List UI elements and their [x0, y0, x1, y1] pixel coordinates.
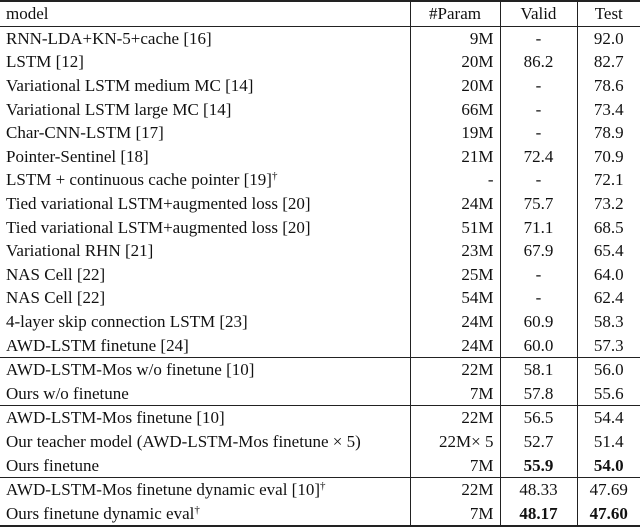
cell-param: 21M: [410, 145, 500, 169]
cell-valid: -: [500, 286, 577, 310]
model-name: RNN-LDA+KN-5+cache [16]: [6, 28, 212, 48]
model-name: Variational LSTM large MC [14]: [6, 99, 232, 119]
cell-valid: 48.17: [500, 501, 577, 526]
header-model: model: [0, 1, 410, 26]
cell-param: 7M: [410, 501, 500, 526]
cell-valid: -: [500, 97, 577, 121]
table-row: [0, 145, 640, 169]
cell-model: [0, 310, 410, 334]
cell-model: [0, 477, 410, 501]
cell-test: 68.5: [577, 215, 640, 239]
table-row: [0, 97, 640, 121]
cell-param: 7M: [410, 453, 500, 477]
cell-test: 73.4: [577, 97, 640, 121]
table-row: [0, 263, 640, 287]
cell-test: 58.3: [577, 310, 640, 334]
cell-test: 92.0: [577, 26, 640, 50]
cell-valid: 55.9: [500, 453, 577, 477]
table-row: [0, 406, 640, 430]
model-name: AWD-LSTM-Mos w/o finetune [10]: [6, 360, 255, 380]
cell-model: [0, 121, 410, 145]
cell-test: 65.4: [577, 239, 640, 263]
cell-test: 47.60: [577, 501, 640, 526]
cell-param: 23M: [410, 239, 500, 263]
cell-valid: 60.9: [500, 310, 577, 334]
cell-valid: 52.7: [500, 430, 577, 454]
cell-test: 47.69: [577, 477, 640, 501]
cell-model: [0, 215, 410, 239]
model-name: NAS Cell [22]: [6, 264, 106, 284]
cell-test: 72.1: [577, 168, 640, 192]
cell-test: 78.9: [577, 121, 640, 145]
cell-valid: 86.2: [500, 50, 577, 74]
cell-model: [0, 97, 410, 121]
cell-model: [0, 286, 410, 310]
cell-param: 7M: [410, 382, 500, 406]
header-row: [0, 1, 640, 26]
model-name: AWD-LSTM-Mos finetune [10]: [6, 408, 225, 428]
cell-param: 19M: [410, 121, 500, 145]
cell-param: 54M: [410, 286, 500, 310]
cell-model: [0, 263, 410, 287]
table-row: [0, 453, 640, 477]
cell-param: 24M: [410, 192, 500, 216]
cell-model: [0, 168, 410, 192]
table-row: [0, 357, 640, 381]
table-row: [0, 50, 640, 74]
cell-valid: 56.5: [500, 406, 577, 430]
table-body: [0, 26, 640, 526]
cell-model: [0, 50, 410, 74]
model-name: Ours finetune: [6, 455, 100, 475]
cell-param: 24M: [410, 333, 500, 357]
cell-model: [0, 239, 410, 263]
cell-test: 78.6: [577, 74, 640, 98]
cell-param: 24M: [410, 310, 500, 334]
cell-valid: -: [500, 168, 577, 192]
cell-param: 66M: [410, 97, 500, 121]
cell-valid: 75.7: [500, 192, 577, 216]
cell-param: 22M: [410, 477, 500, 501]
model-name: Variational RHN [21]: [6, 241, 154, 261]
model-name: Ours w/o finetune: [6, 383, 129, 403]
cell-test: 54.0: [577, 453, 640, 477]
cell-param: 22M× 5: [410, 430, 500, 454]
cell-model: [0, 74, 410, 98]
table-row: [0, 192, 640, 216]
cell-valid: 58.1: [500, 357, 577, 381]
cell-valid: -: [500, 121, 577, 145]
table-row: [0, 121, 640, 145]
table-row: [0, 430, 640, 454]
table-row: [0, 382, 640, 406]
model-name: Variational LSTM medium MC [14]: [6, 76, 254, 96]
cell-param: 22M: [410, 357, 500, 381]
cell-param: 25M: [410, 263, 500, 287]
table-row: [0, 477, 640, 501]
cell-valid: 71.1: [500, 215, 577, 239]
table-row: [0, 74, 640, 98]
model-name: LSTM + continuous cache pointer [19]: [6, 170, 272, 190]
cell-model: [0, 406, 410, 430]
cell-valid: -: [500, 263, 577, 287]
cell-valid: -: [500, 26, 577, 50]
model-name: NAS Cell [22]: [6, 288, 106, 308]
cell-model: [0, 430, 410, 454]
cell-param: 22M: [410, 406, 500, 430]
cell-test: 51.4: [577, 430, 640, 454]
dagger-mark: †: [194, 503, 200, 516]
table-row: [0, 310, 640, 334]
dagger-mark: †: [320, 480, 326, 493]
cell-valid: -: [500, 74, 577, 98]
cell-model: [0, 192, 410, 216]
model-name: Tied variational LSTM+augmented loss [20]: [6, 217, 311, 237]
table-row: [0, 501, 640, 526]
table-row: [0, 26, 640, 50]
cell-model: [0, 26, 410, 50]
cell-valid: 72.4: [500, 145, 577, 169]
model-name: Ours finetune dynamic eval: [6, 503, 195, 523]
cell-model: [0, 382, 410, 406]
model-name: AWD-LSTM-Mos finetune dynamic eval [10]: [6, 480, 321, 500]
table-row: [0, 286, 640, 310]
table-row: [0, 239, 640, 263]
table-row: [0, 215, 640, 239]
cell-param: 9M: [410, 26, 500, 50]
table-row: [0, 168, 640, 192]
cell-valid: 48.33: [500, 477, 577, 501]
cell-test: 56.0: [577, 357, 640, 381]
cell-test: 73.2: [577, 192, 640, 216]
model-name: 4-layer skip connection LSTM [23]: [6, 312, 248, 332]
header-valid: Valid: [500, 1, 577, 26]
cell-valid: 67.9: [500, 239, 577, 263]
cell-param: 51M: [410, 215, 500, 239]
cell-test: 54.4: [577, 406, 640, 430]
dagger-mark: †: [271, 170, 278, 183]
cell-test: 64.0: [577, 263, 640, 287]
header-param: #Param: [410, 1, 500, 26]
table-row: [0, 333, 640, 357]
cell-test: 62.4: [577, 286, 640, 310]
header-test: Test: [577, 1, 640, 26]
model-name: Tied variational LSTM+augmented loss [20]: [6, 194, 311, 214]
cell-model: [0, 357, 410, 381]
model-name: LSTM [12]: [6, 52, 84, 72]
cell-model: [0, 333, 410, 357]
model-name: Our teacher model (AWD-LSTM-Mos finetune × 5): [6, 431, 361, 451]
cell-valid: 60.0: [500, 333, 577, 357]
cell-test: 55.6: [577, 382, 640, 406]
cell-model: [0, 501, 410, 526]
cell-param: 20M: [410, 50, 500, 74]
cell-param: -: [410, 168, 500, 192]
cell-valid: 57.8: [500, 382, 577, 406]
model-name: Pointer-Sentinel [18]: [6, 146, 149, 166]
cell-test: 82.7: [577, 50, 640, 74]
model-name: Char-CNN-LSTM [17]: [6, 123, 164, 143]
cell-model: [0, 453, 410, 477]
cell-test: 70.9: [577, 145, 640, 169]
cell-model: [0, 145, 410, 169]
cell-param: 20M: [410, 74, 500, 98]
model-name: AWD-LSTM finetune [24]: [6, 335, 189, 355]
cell-test: 57.3: [577, 333, 640, 357]
